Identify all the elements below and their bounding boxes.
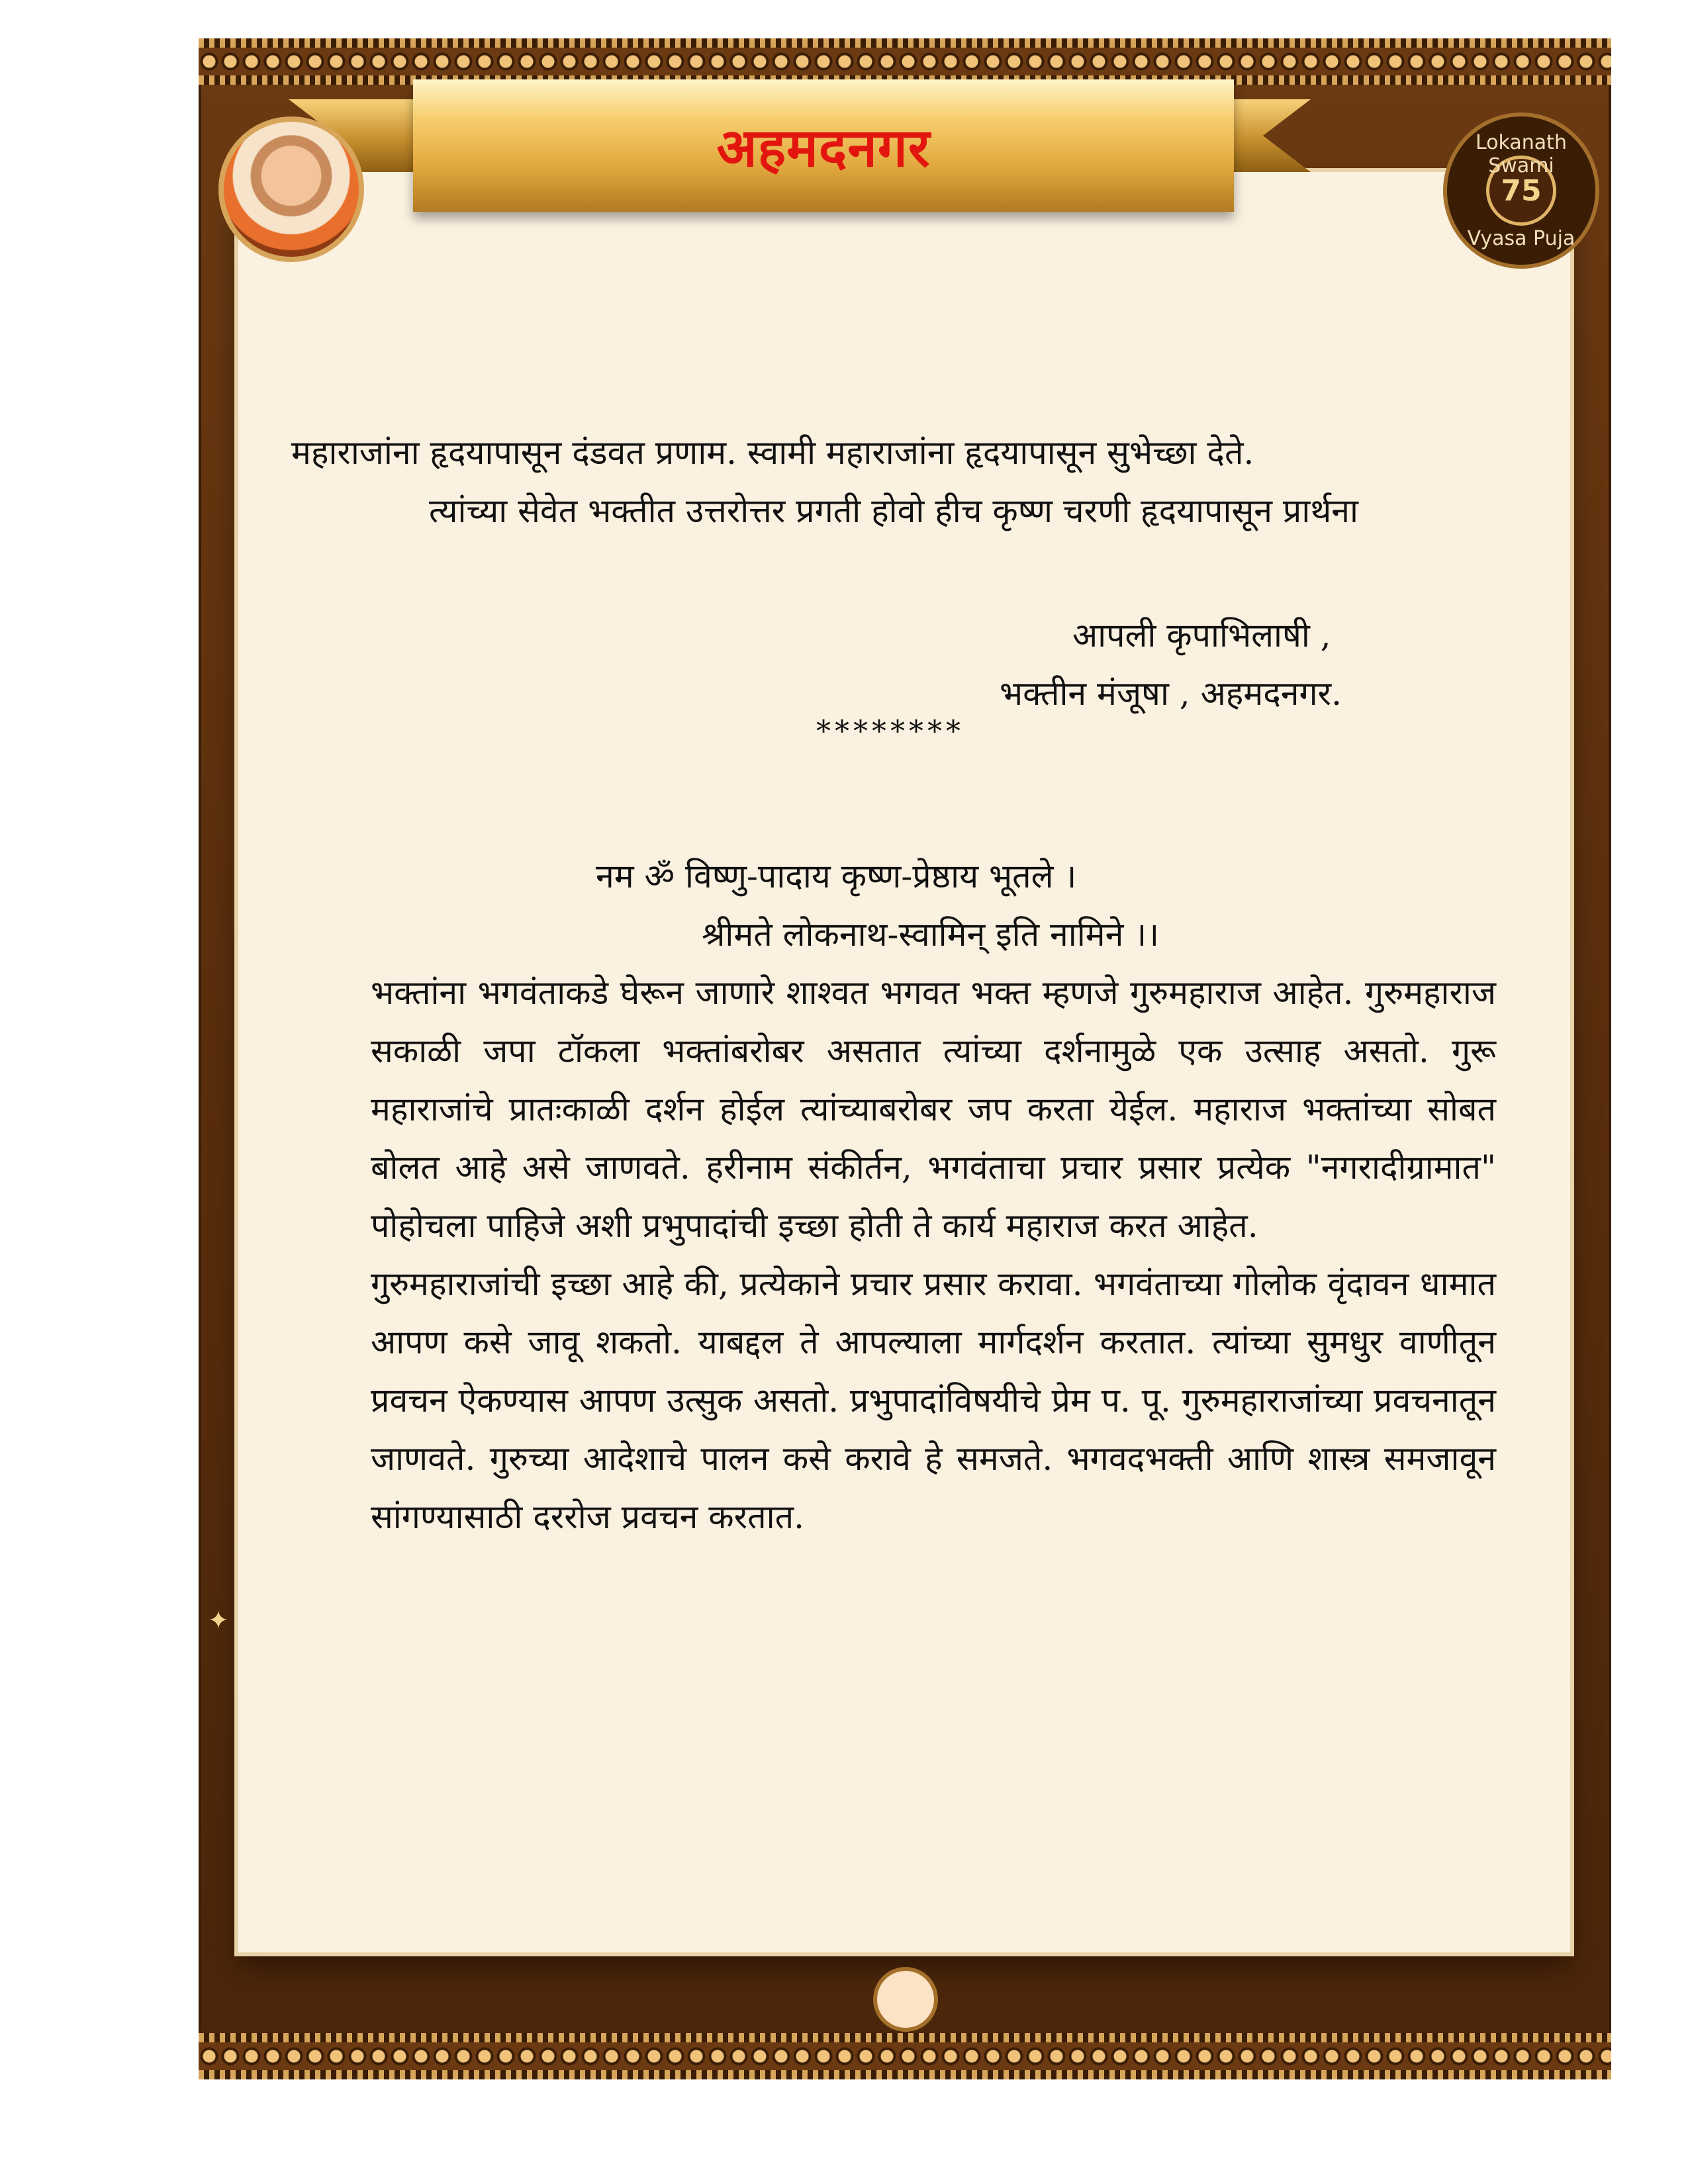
greeting-line-1: महाराजांना हृदयापासून दंडवत प्रणाम. स्वामी महाराजांना हृदयापासून सुभेच्छा देते.	[291, 433, 1254, 472]
vyasa-puja-badge	[1447, 116, 1595, 265]
badge-number: 75	[1486, 156, 1556, 226]
bottom-border	[199, 2033, 1611, 2079]
page-indicator-dot	[877, 1971, 934, 2028]
greeting-line-2: त्यांच्या सेवेत भक्तीत उत्तरोत्तर प्रगती होवो हीच कृष्ण चरणी हृदयापासून प्रार्थना	[429, 492, 1358, 530]
sparkle-icon: ✦	[208, 1606, 229, 1635]
top-border	[199, 38, 1611, 85]
body-paragraph-1: भक्तांना भगवंताकडे घेरून जाणारे शाश्वत भगवत भक्त म्हणजे गुरुमहाराज आहेत. गुरुमहाराज सकाळी जपा टॉकला भक्तांबरोबर असतात त्यांच्या दर्शनामुळे एक उत्साह असतो. गुरू महाराजांचे प्रातःकाळी दर्शन होईल त्यांच्याबरोबर जप करता येईल. महाराज भक्तांच्या सोबत बोलत आहे असे जाणवते. हरीनाम संकीर्तन, भगवंताचा प्रचार प्रसार प्रत्येक "नगरादीग्रामात" पोहोचला पाहिजे अशी प्रभुपादांची इच्छा होती ते कार्य महाराज करत आहेत.	[371, 974, 1496, 1245]
body-paragraph-2: गुरुमहाराजांची इच्छा आहे की, प्रत्येकाने प्रचार प्रसार करावा. भगवंताच्या गोलोक वृंदावन धामात आपण कसे जावू शकतो. याबद्दल ते आपल्याला मार्गदर्शन करतात. त्यांच्या सुमधुर वाणीतून प्रवचन ऐकण्यास आपण उत्सुक असतो. प्रभुपादांविषयीचे प्रेम प. पू. गुरुमहाराजांच्या प्रवचनातून जाणवते. गुरुच्या आदेशाचे पालन कसे करावे हे समजते. भगवदभक्ती आणि शास्त्र समजावून सांगण्यासाठी दररोज प्रवचन करतात.	[371, 1265, 1496, 1536]
verse-line-1: नम ॐ विष्णु-पादाय कृष्ण-प्रेष्ठाय भूतले ।	[596, 857, 1077, 895]
badge-top-text: Lokanath Swami	[1476, 131, 1567, 177]
badge-bottom-text: Vyasa Puja	[1467, 227, 1575, 250]
verse-line-2: श्रीमते लोकनाथ-स्वामिन् इति नामिने ।।	[702, 915, 1160, 954]
letter-content	[291, 424, 1496, 1546]
page-title: अहमदनगर	[716, 116, 931, 179]
signature-line: भक्तीन मंजूषा , अहमदनगर.	[1000, 674, 1342, 713]
title-banner	[413, 79, 1234, 212]
section-divider: ********	[816, 715, 964, 749]
guru-portrait	[218, 116, 364, 262]
closing-line: आपली कृपाभिलाषी ,	[1072, 616, 1331, 655]
